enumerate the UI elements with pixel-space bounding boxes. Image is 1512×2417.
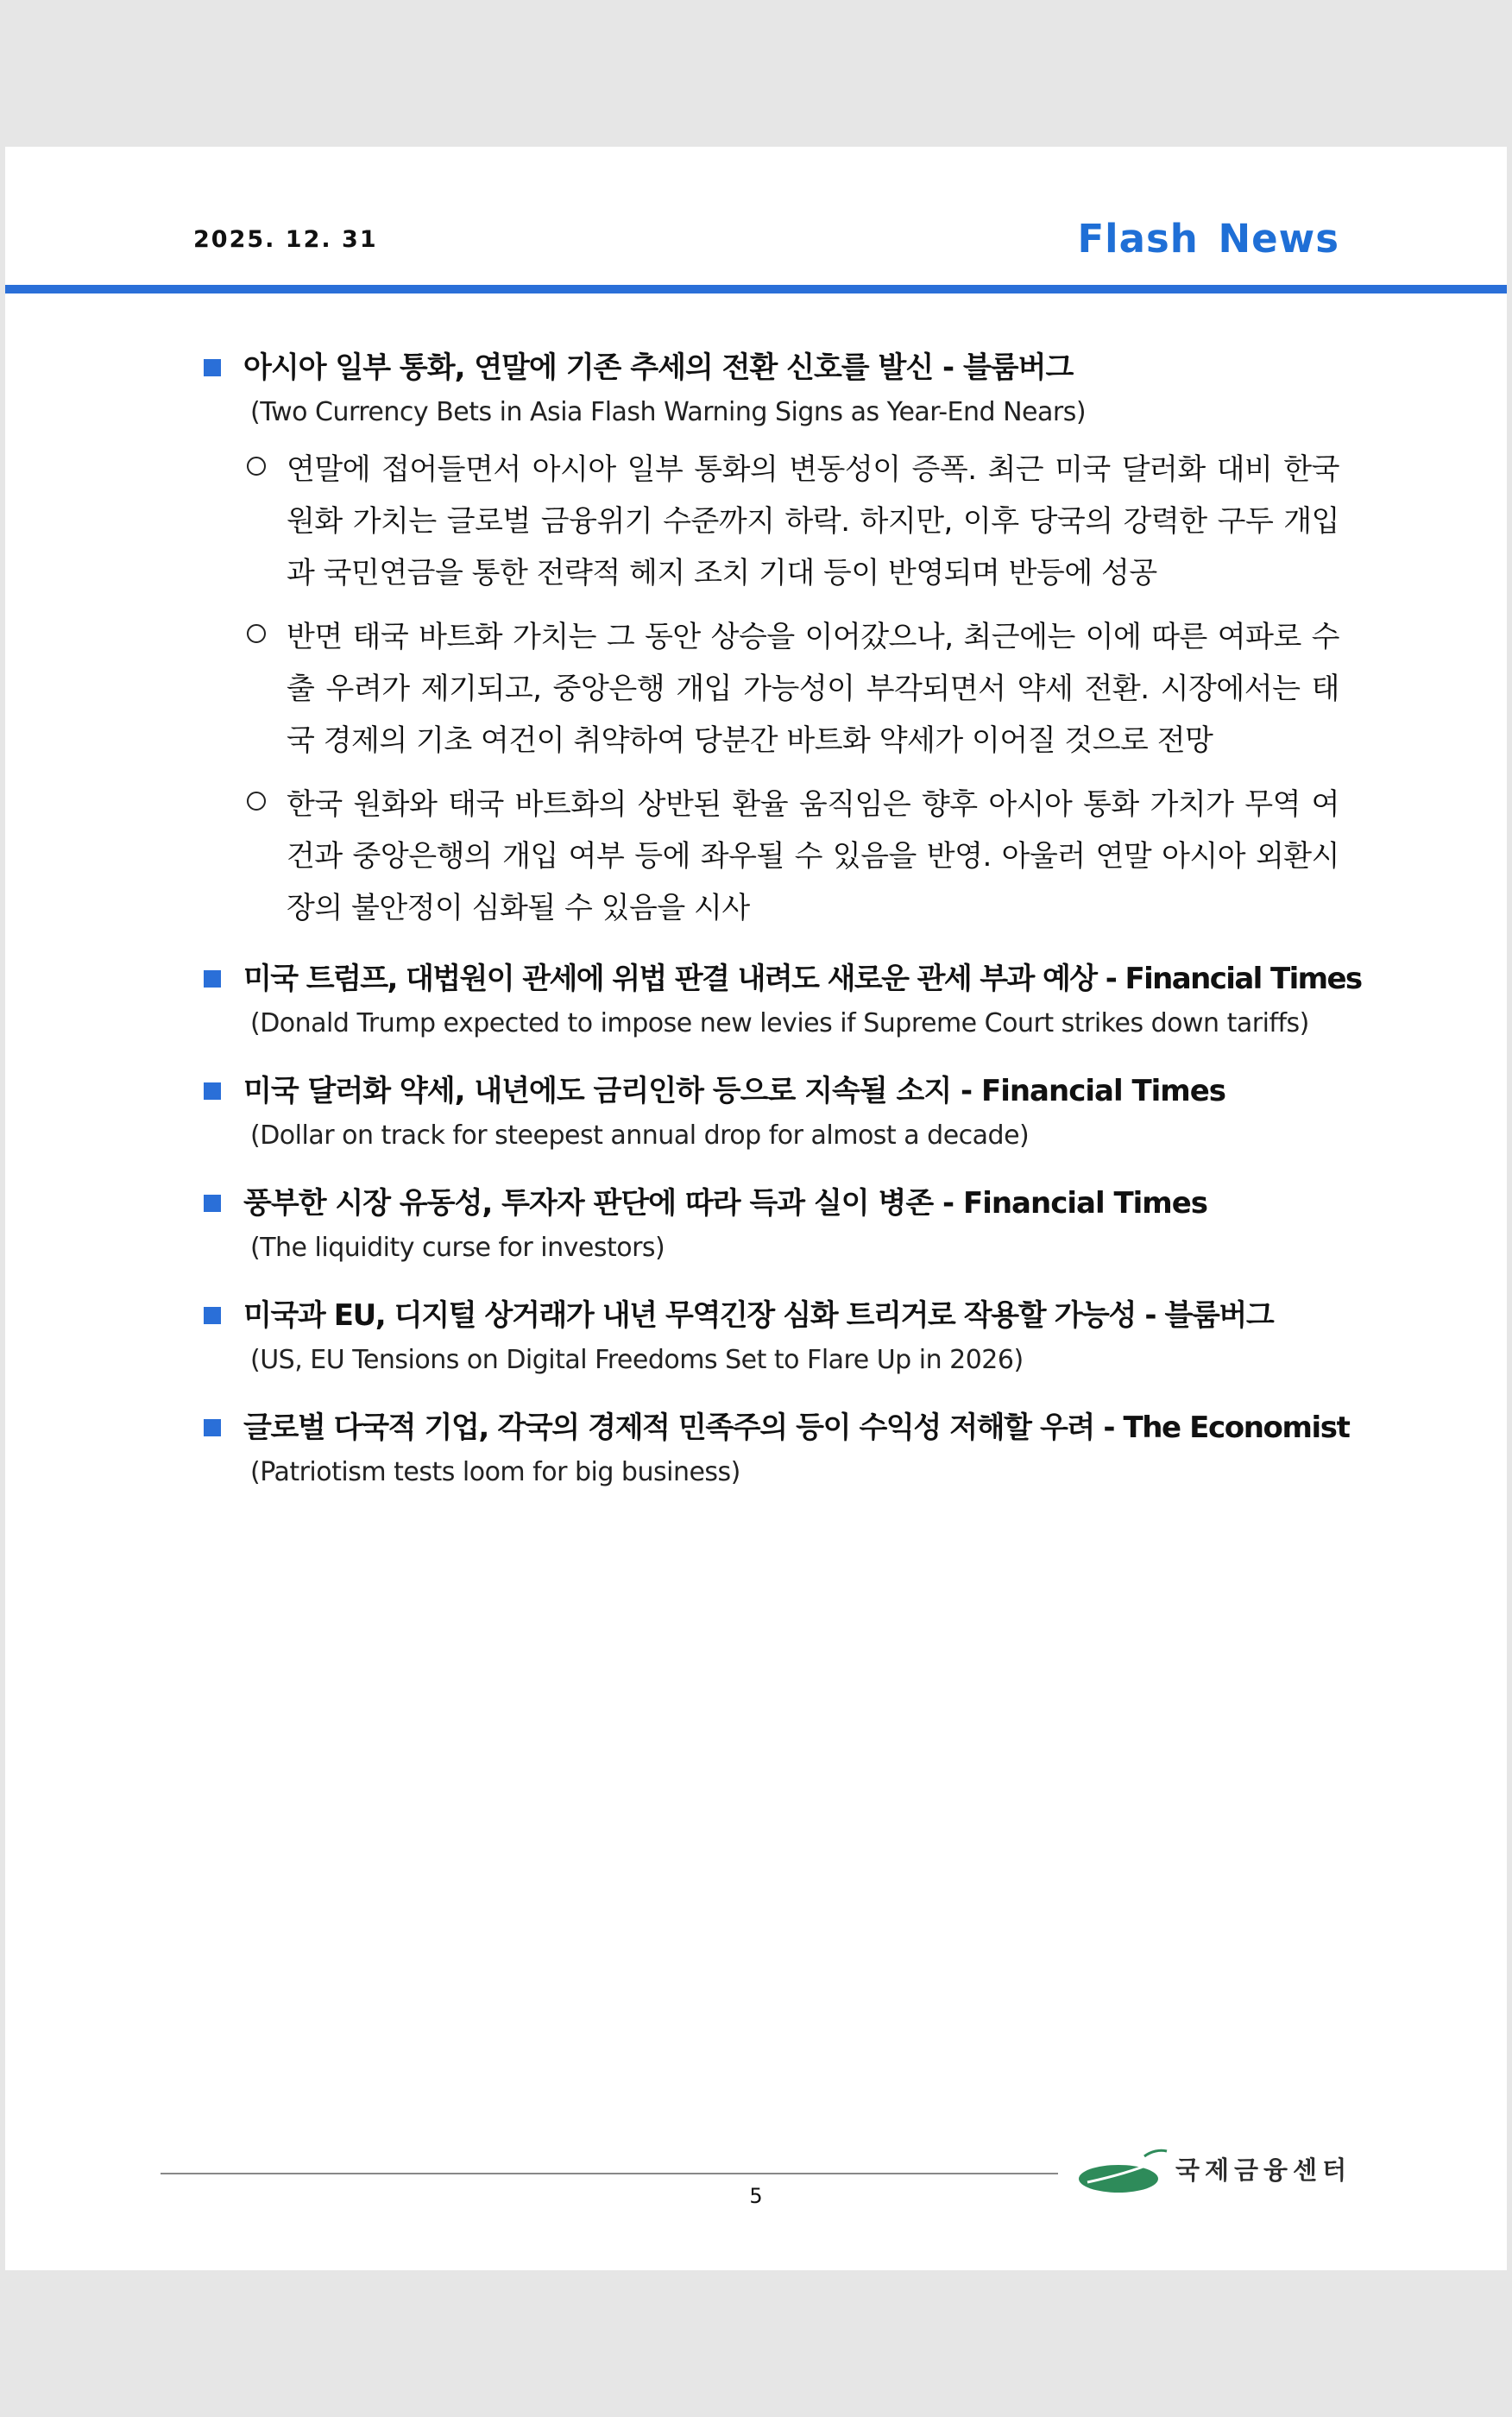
square-bullet-icon (204, 359, 221, 376)
news-item-title-row (204, 1293, 1343, 1338)
news-item-subtitle: (Two Currency Bets in Asia Flash Warning Signs as Year-End Nears) (250, 397, 1087, 427)
square-bullet-icon (204, 970, 221, 988)
square-bullet-icon (204, 1307, 221, 1324)
page-number: 5 (749, 2184, 763, 2208)
news-item-subtitle: (US, EU Tensions on Digital Freedoms Set to Flare Up in 2026) (250, 1345, 1024, 1375)
bullet-text: 한국 원화와 태국 바트화의 상반된 환율 움직임은 향후 아시아 통화 가치가 무역 여건과 중앙은행의 개입 여부 등에 좌우될 수 있음을 반영. 아울러 연말 아시아 외환시장의 불안정이 심화될 수 있음을 시사 (287, 787, 1339, 925)
header-divider (5, 285, 1507, 293)
square-bullet-icon (204, 1195, 221, 1212)
circle-bullet-icon (247, 457, 266, 476)
footer-divider (161, 2173, 1058, 2174)
news-item-title: 미국과 EU, 디지털 상거래가 내년 무역긴장 심화 트리거로 작용할 가능성 - 블룸버그 (243, 1298, 1274, 1333)
report-title: Flash News (1077, 216, 1339, 262)
bullet-point (247, 611, 1343, 767)
news-item-subtitle: (The liquidity curse for investors) (250, 1233, 665, 1263)
square-bullet-icon (204, 1419, 221, 1436)
news-item-bullets (247, 444, 1343, 934)
square-bullet-icon (204, 1082, 221, 1100)
circle-bullet-icon (247, 792, 266, 811)
bullet-point (247, 779, 1343, 934)
news-item-title: 글로벌 다국적 기업, 각국의 경제적 민족주의 등이 수익성 저해할 우려 - The Economist (243, 1410, 1350, 1445)
organization-name: 국제금융센터 (1175, 2155, 1352, 2185)
circle-bullet-icon (247, 624, 266, 643)
news-item (204, 1069, 1343, 1158)
news-item (204, 1293, 1343, 1383)
report-date: 2025. 12. 31 (193, 226, 378, 253)
news-item-title-row (204, 1405, 1350, 1450)
news-item-title: 아시아 일부 통화, 연말에 기존 추세의 전환 신호를 발신 - 블룸버그 (243, 350, 1074, 385)
news-item-title-row (204, 345, 1343, 390)
news-item-title: 미국 달러화 약세, 내년에도 금리인하 등으로 지속될 소지 - Financial Times (243, 1074, 1226, 1108)
bullet-text: 반면 태국 바트화 가치는 그 동안 상승을 이어갔으나, 최근에는 이에 따른 여파로 수출 우려가 제기되고, 중앙은행 개입 가능성이 부각되면서 약세 전환. 시장에서는 태국 경제의 기초 여건이 취약하여 당분간 바트화 약세가 이어질 것으로 전망 (287, 620, 1339, 758)
news-item-title-row (204, 1069, 1343, 1114)
news-list (204, 345, 1362, 1518)
news-item-title: 미국 트럼프, 대법원이 관세에 위법 판결 내려도 새로운 관세 부과 예상 - Financial Times (243, 962, 1362, 996)
news-item (204, 956, 1362, 1046)
news-item-subtitle: (Patriotism tests loom for big business) (250, 1457, 740, 1487)
bullet-point (247, 444, 1343, 599)
bullet-text: 연말에 접어들면서 아시아 일부 통화의 변동성이 증폭. 최근 미국 달러화 대비 한국 원화 가치는 글로벌 금융위기 수준까지 하락. 하지만, 이후 당국의 강력한 구두 개입과 국민연금을 통한 전략적 헤지 조치 기대 등이 반영되며 반등에 성공 (287, 452, 1339, 590)
news-item (204, 1181, 1343, 1271)
news-item-subtitle: (Donald Trump expected to impose new levies if Supreme Court strikes down tariffs) (250, 1008, 1309, 1038)
document-page (5, 147, 1507, 2270)
news-item-subtitle: (Dollar on track for steepest annual drop for almost a decade) (250, 1120, 1030, 1151)
news-item-title-row (204, 1181, 1343, 1226)
news-item (204, 1405, 1350, 1495)
news-item-title: 풍부한 시장 유동성, 투자자 판단에 따라 득과 실이 병존 - Financial Times (243, 1186, 1208, 1221)
news-item-title-row (204, 956, 1362, 1001)
news-item (204, 345, 1343, 934)
